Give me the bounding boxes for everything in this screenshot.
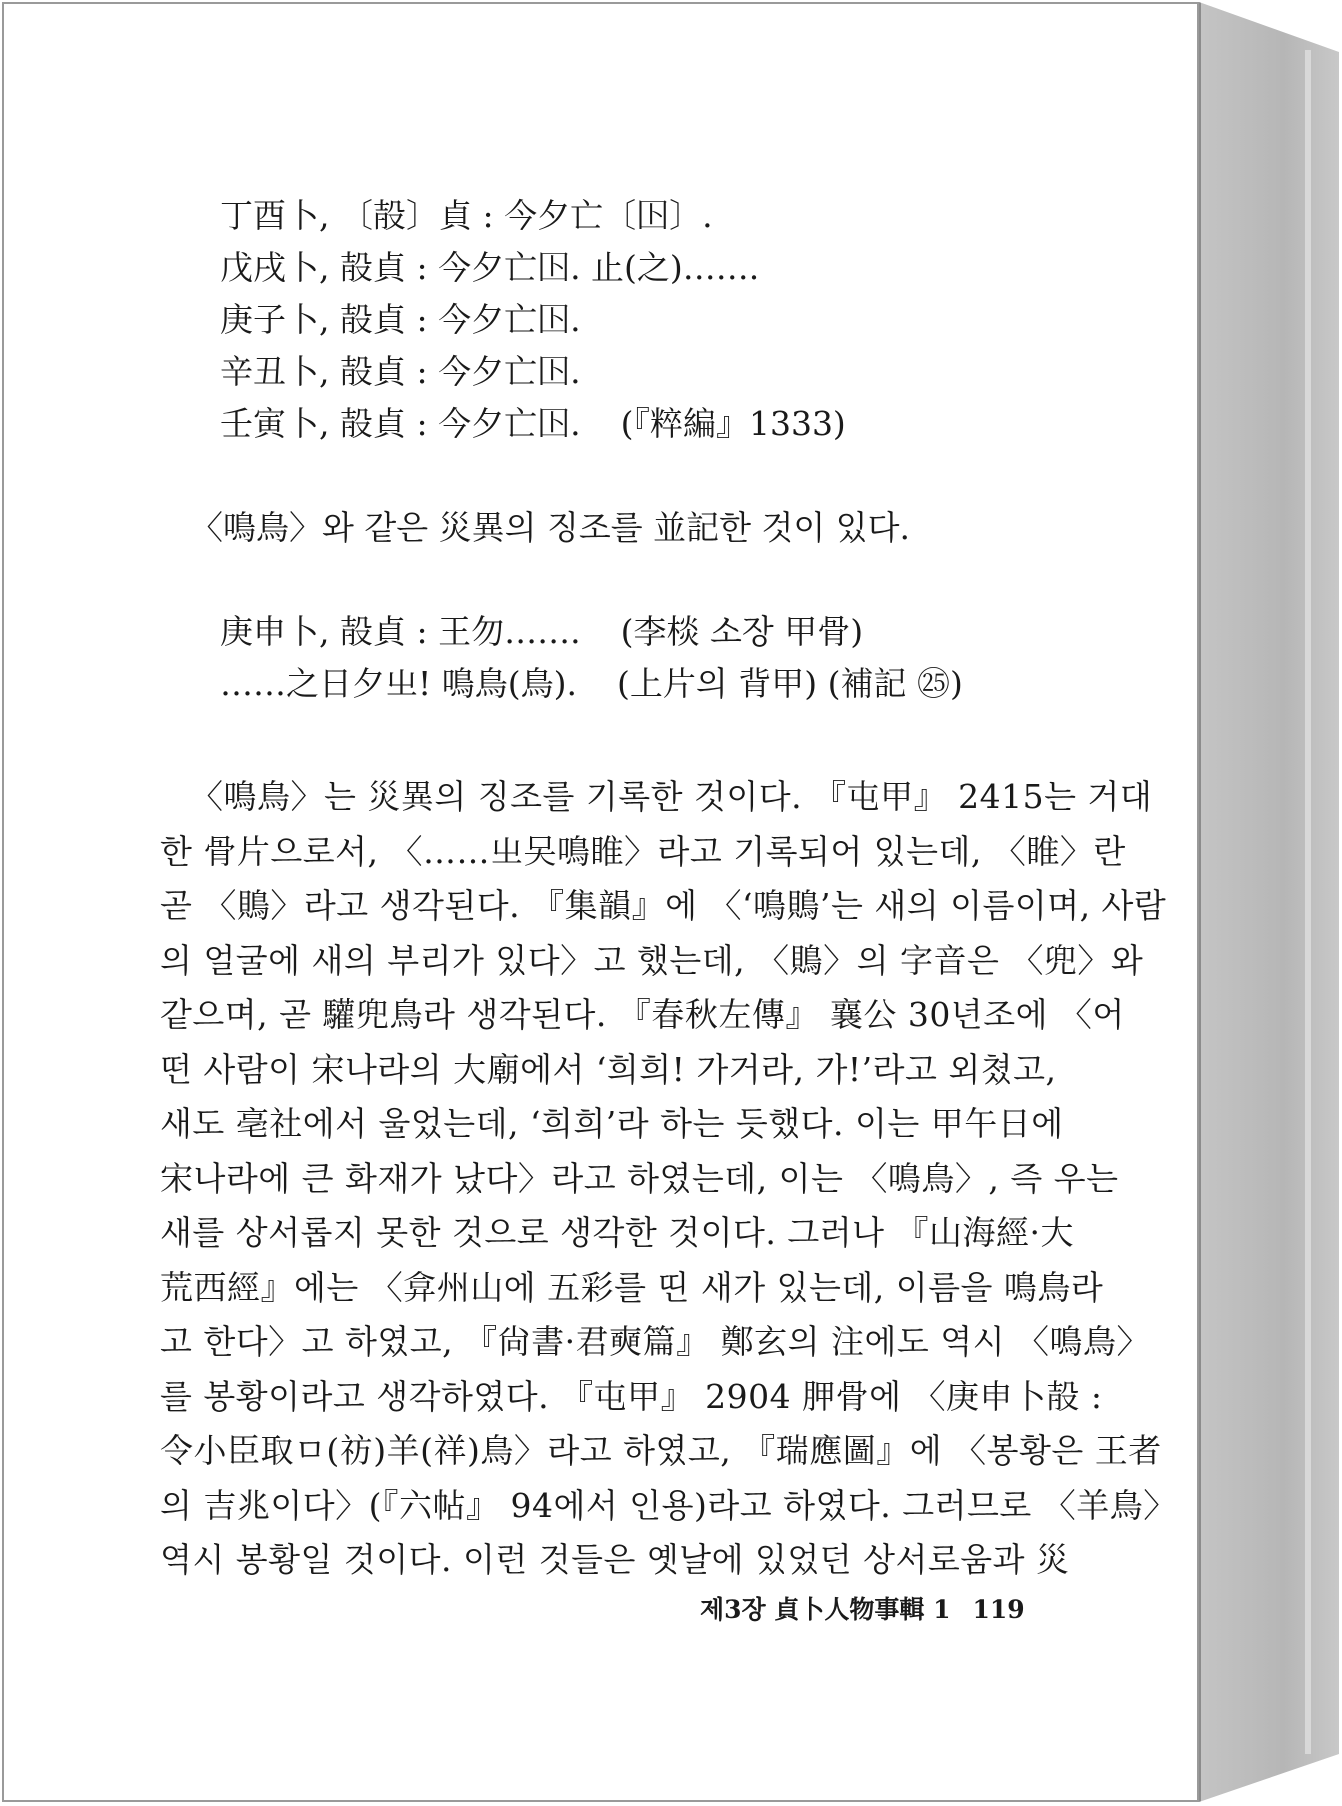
body-line: 한 骨片으로서, 〈……㞢㕦鳴睢〉라고 기록되어 있는데, 〈睢〉란 — [160, 831, 1126, 871]
body-line: 宋나라에 큰 화재가 났다〉라고 하였는데, 이는 〈鳴鳥〉, 즉 우는 — [160, 1158, 1119, 1198]
intro-sentence: 〈鳴鳥〉와 같은 災異의 징조를 並記한 것이 있다. — [190, 508, 910, 547]
inscription-line: 辛丑卜, 㱿貞 : 今夕亡𡆥. — [220, 352, 581, 391]
page-content — [160, 190, 1177, 1588]
body-line: 고 한다〉고 하였고, 『尙書·君奭篇』 鄭玄의 注에도 역시 〈鳴鳥〉 — [160, 1322, 1150, 1361]
book-edge — [1199, 2, 1339, 1802]
body-line: 같으며, 곧 驩兜鳥라 생각된다. 『春秋左傳』 襄公 30년조에 〈어 — [160, 995, 1125, 1034]
body-line: 의 얼굴에 새의 부리가 있다〉고 했는데, 〈鵙〉의 字音은 〈兜〉와 — [160, 940, 1144, 980]
page-number: 119 — [972, 1595, 1025, 1624]
chapter-title: 제3장 貞卜人物事輯 1 — [700, 1595, 951, 1624]
citation: (上片의 背甲) (補記 ㉕) — [617, 664, 963, 703]
body-line: 역시 봉황일 것이다. 이런 것들은 옛날에 있었던 상서로움과 災 — [160, 1540, 1070, 1579]
book-edge-highlight — [1305, 50, 1311, 1754]
citation: (李棪 소장 甲骨) — [620, 612, 864, 651]
body-line: 곧 〈鵙〉라고 생각된다. 『集韻』에 〈‘鳴鵙’는 새의 이름이며, 사람 — [160, 886, 1167, 925]
inscription-line: 戊戌卜, 㱿貞 : 今夕亡𡆥. 止(之)……. — [220, 248, 760, 287]
body-line: 새를 상서롭지 못한 것으로 생각한 것이다. 그러나 『山海經·大 — [160, 1213, 1074, 1252]
body-line: 荒西經』에는 〈弇州山에 五彩를 띤 새가 있는데, 이름을 鳴鳥라 — [160, 1267, 1104, 1307]
citation: (『粹編』1333) — [620, 404, 846, 443]
body-paragraph — [160, 770, 1177, 1588]
body-line: 〈鳴鳥〉는 災異의 징조를 기록한 것이다. 『屯甲』 2415는 거대 — [190, 777, 1153, 816]
running-footer — [700, 1590, 1025, 1626]
inscription-line: ……之日夕㞢! 鳴鳥(鳥). (上片의 背甲) (補記 ㉕) — [220, 658, 1060, 710]
inscription-line: 丁酉卜, 〔㱿〕貞 : 今夕亡〔𡆥〕. — [220, 196, 713, 235]
inscription-line: 庚子卜, 㱿貞 : 今夕亡𡆥. — [220, 300, 581, 339]
inscription-block-2 — [220, 606, 1060, 710]
inscription-block-1 — [220, 190, 1060, 450]
body-line: 의 吉兆이다〉(『六帖』 94에서 인용)라고 하였다. 그러므로 〈羊鳥〉 — [160, 1485, 1177, 1525]
body-line: 새도 亳社에서 울었는데, ‘희희’라 하는 듯했다. 이는 甲午日에 — [160, 1104, 1064, 1143]
inscription-line: 壬寅卜, 㱿貞 : 今夕亡𡆥. (『粹編』1333) — [220, 398, 1060, 450]
body-line: 令小臣取ㅁ(祊)羊(祥)鳥〉라고 하였고, 『瑞應圖』에 〈봉황은 王者 — [160, 1431, 1162, 1470]
inscription-line: 庚申卜, 㱿貞 : 王勿……. (李棪 소장 甲骨) — [220, 606, 1060, 658]
body-line: 를 봉황이라고 생각하였다. 『屯甲』 2904 胛骨에 〈庚申卜㱿 : — [160, 1376, 1103, 1416]
body-line: 떤 사람이 宋나라의 大廟에서 ‘희희! 가거라, 가!’라고 외쳤고, — [160, 1049, 1057, 1089]
